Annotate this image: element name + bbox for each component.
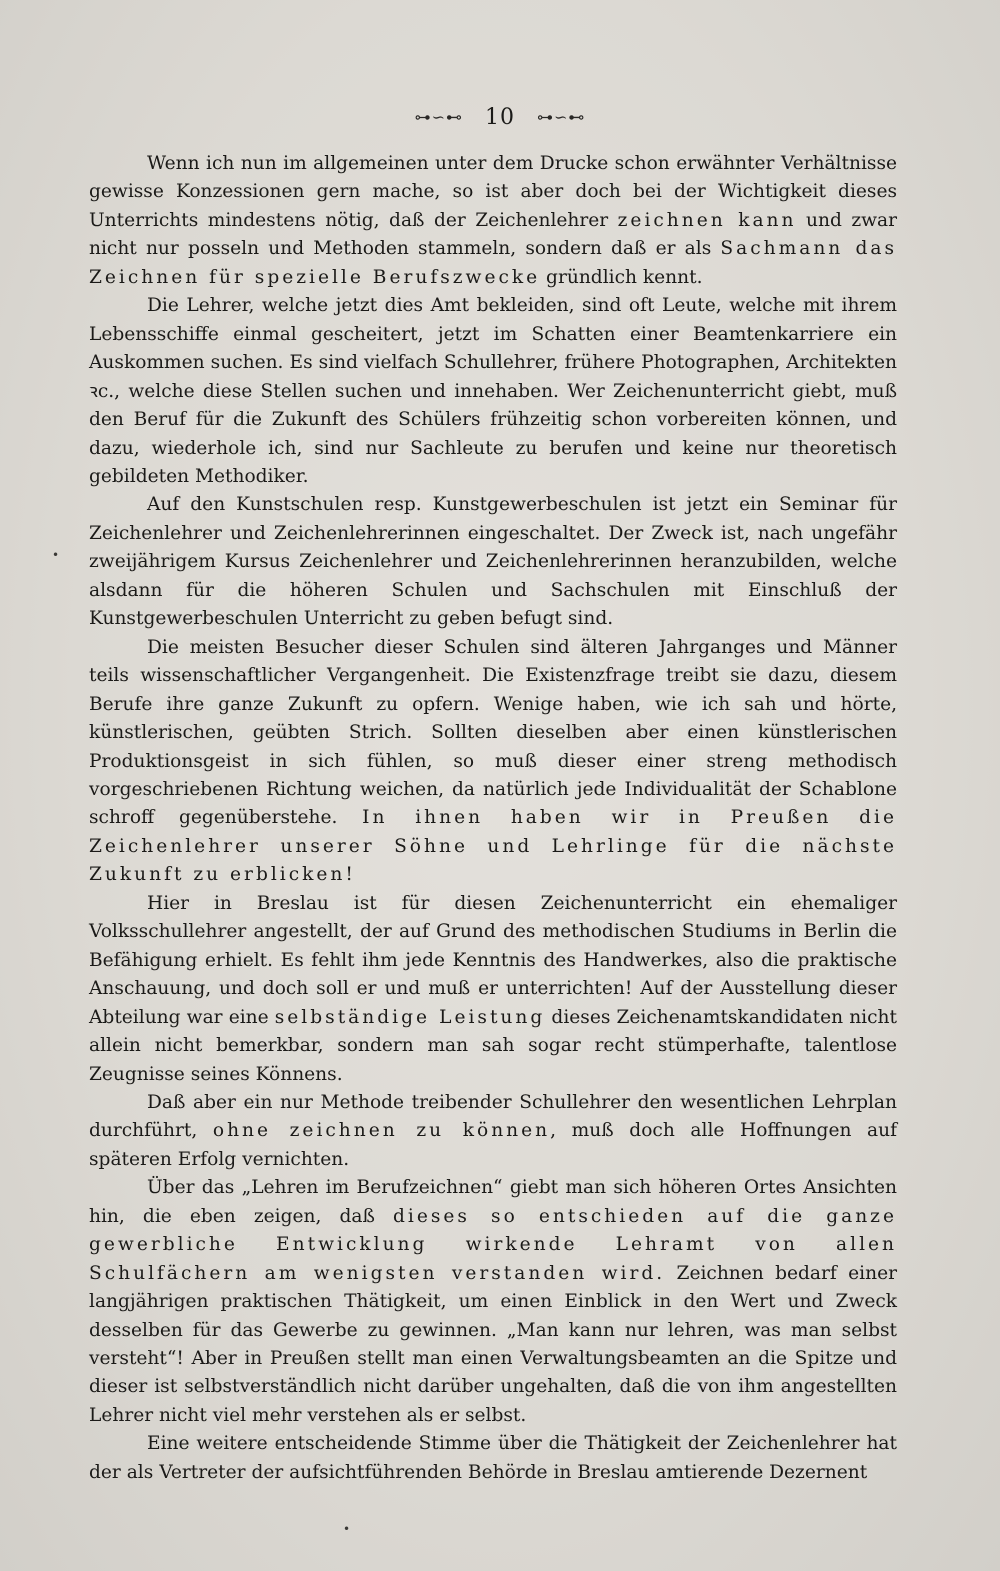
text-run: Die meisten Besucher dieser Schulen sind älteren Jahrganges und Männer teils wissenschaftlicher Vergangenheit. Die Existenzfrage treibt sie dazu, diesem Berufe ihre ganze Zukunft zu opfern. Wenige haben, wie ich sah und hörte, künstlerischen, geübten Strich. Sollten dieselben aber einen künstlerischen Produktionsgeist in sich fühlen, so muß dieser einer streng methodisch vorgeschriebenen Richtung weichen, da natürlich jede Individualität der Schablone schroff gegenüberstehe. bbox=[89, 636, 897, 829]
text-run: Zeichnen bedarf einer langjährigen praktischen Thätigkeit, um einen Einblick in den Wert und Zweck desselben für das Gewerbe zu gewinnen. „Man kann nur lehren, was man selbst versteht“! Aber in Preußen stellt man einen Verwaltungsbeamten an die Spitze und dieser ist selbstverständlich nicht darüber ungehalten, daß die von ihm angestellten Lehrer nicht viel mehr verstehen als er selbst. bbox=[89, 1262, 897, 1426]
body-text bbox=[89, 150, 897, 1487]
paragraph-6 bbox=[89, 1089, 897, 1174]
paragraph-8 bbox=[89, 1430, 897, 1487]
emphasis-text: ohne zeichnen zu können bbox=[212, 1120, 551, 1142]
text-run: Über das „Lehren im Berufzeichnen“ giebt man sich höheren Ortes Ansichten hin, die eben zeigen, daß bbox=[89, 1177, 897, 1227]
paragraph-5 bbox=[89, 890, 897, 1089]
paragraph-1 bbox=[89, 150, 897, 292]
ornament-left-icon: ⊶∽⊷ bbox=[414, 107, 463, 127]
text-run: Hier in Breslau ist für diesen Zeichenunterricht ein ehemaliger Volksschullehrer angestellt, der auf Grund des methodischen Studiums in Berlin die Befähigung erhielt. Es fehlt ihm jede Kenntnis des Handwerkes, also die praktische Anschauung, und doch soll er und muß er unterrichten! Auf der Ausstellung dieser Abteilung war eine bbox=[89, 892, 897, 1028]
paragraph-3 bbox=[89, 491, 897, 633]
page-header bbox=[0, 104, 1000, 130]
paragraph-4 bbox=[89, 634, 897, 890]
ink-speck-icon: • bbox=[343, 1522, 351, 1536]
text-run: Die Lehrer, welche jetzt dies Amt bekleiden, sind oft Leute, welche mit ihrem Lebensschiffe einmal gescheitert, jetzt im Schatten einer Beamtenkarriere ein Auskommen suchen. Es sind vielfach Schullehrer, frühere Photographen, Architekten ꝛc., welche diese Stellen suchen und innehaben. Wer Zeichenunterricht giebt, muß den Beruf für die Zukunft des Schülers frühzeitig schon vorbereiten können, und dazu, wiederhole ich, sind nur Sachleute zu berufen und keine nur theoretisch gebildeten Methodiker. bbox=[89, 295, 897, 487]
emphasis-text: zeichnen kann bbox=[617, 209, 797, 231]
paragraph-2 bbox=[89, 292, 897, 491]
text-run: Wenn ich nun im allgemeinen unter dem Drucke schon erwähnter Verhältnisse gewisse Konzessionen gern mache, so ist aber doch bei der Wichtigkeit dieses Unterrichts mindestens nötig, daß der Zeichenlehrer bbox=[89, 153, 897, 231]
text-run: , muß doch alle Hoffnungen auf späteren Erfolg vernichten. bbox=[89, 1120, 897, 1170]
emphasis-text: dieses so entschieden auf die ganze gewerbliche Entwicklung wirkende Lehramt von allen Schulfächern am wenigsten verstanden wird. bbox=[89, 1205, 897, 1284]
ornament-right-icon: ⊶∽⊷ bbox=[537, 107, 586, 127]
paragraph-7 bbox=[89, 1174, 897, 1430]
text-run: Eine weitere entscheidende Stimme über die Thätigkeit der Zeichenlehrer hat der als Vertreter der aufsichtführenden Behörde in Breslau amtierende Dezernent bbox=[89, 1433, 897, 1483]
text-run: dieses Zeichenamtskandidaten nicht allein nicht bemerkbar, sondern man sah sogar recht stümperhafte, talentlose Zeugnisse seines Könnens. bbox=[89, 1006, 897, 1085]
ink-speck-icon: • bbox=[52, 548, 60, 562]
emphasis-text: selbständige Leistung bbox=[274, 1006, 546, 1028]
text-run: gründlich kennt. bbox=[540, 266, 703, 288]
text-run: Daß aber ein nur Methode treibender Schullehrer den wesentlichen Lehrplan durchführt, bbox=[89, 1091, 897, 1142]
text-run: Auf den Kunstschulen resp. Kunstgewerbeschulen ist jetzt ein Seminar für Zeichenlehrer und Zeichenlehrerinnen eingeschaltet. Der Zweck ist, nach ungefähr zweijährigem Kursus Zeichenlehrer und Zeichenlehrerinnen heranzubilden, welche alsdann für die höheren Schulen und Sachschulen mit Einschluß der Kunstgewerbeschulen Unterricht zu geben befugt sind. bbox=[89, 494, 897, 630]
text-run: und zwar nicht nur posseln und Methoden stammeln, sondern daß er als bbox=[89, 209, 897, 260]
page-number: 10 bbox=[485, 104, 515, 130]
emphasis-text: In ihnen haben wir in Preußen die Zeichenlehrer unserer Söhne und Lehrlinge für die nächste Zukunft zu erblicken! bbox=[89, 807, 897, 886]
emphasis-text: Sachmann das Zeichnen für spezielle Berufszwecke bbox=[89, 238, 897, 288]
